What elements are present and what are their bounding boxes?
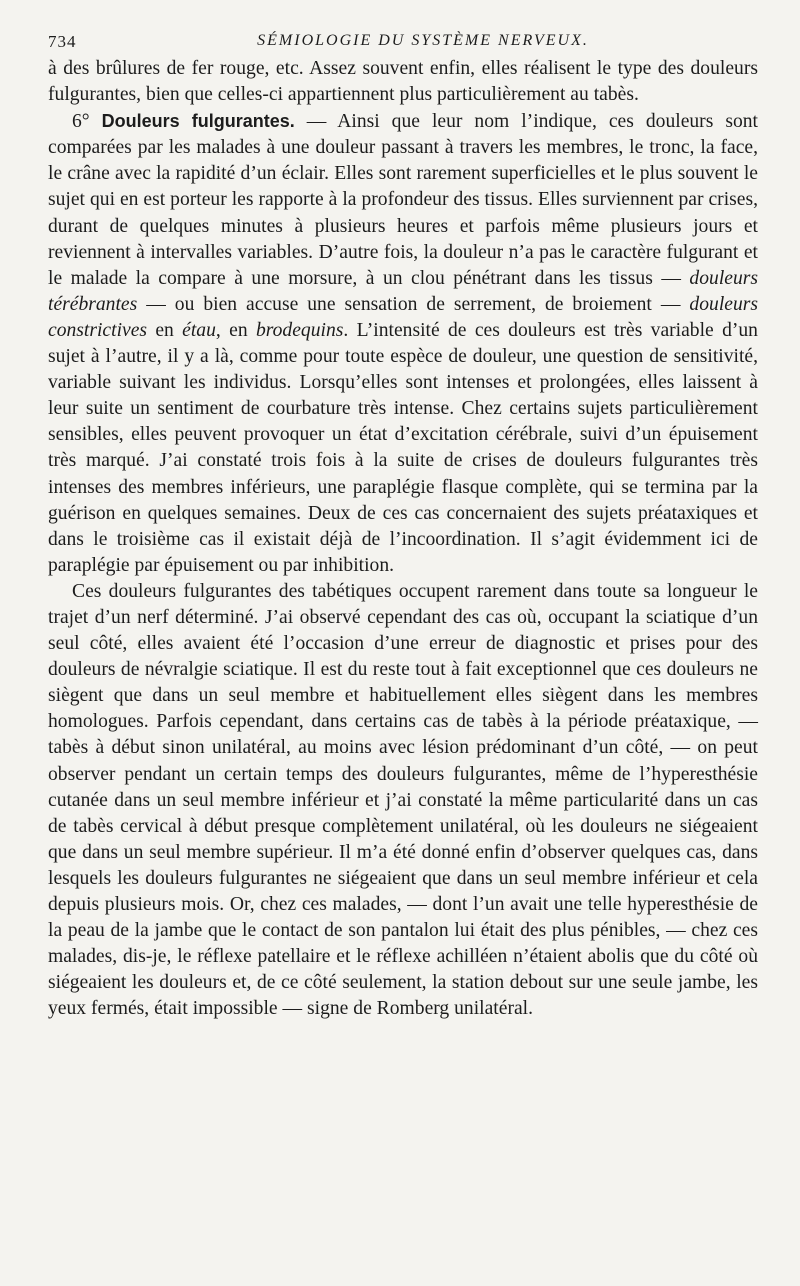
paragraph-continuation: à des brûlures de fer rouge, etc. Assez souvent enfin, elles réalisent le type des douleurs fulgurantes, bien que celles-ci appartiennent plus particulièrement au tabès. [48,58,758,106]
paragraph-text-e: . L’intensité de ces douleurs est très variable d’un sujet à l’autre, il y a là, comme pour toute espèce de douleur, une question de sensitivité, variable suivant les individus. Lorsqu’elles sont intenses et prolongées, elles laissent à leur suite un sentiment de courbature très intense. Chez certains sujets particulièrement sensibles, elles peuvent provoquer un état d’excitation cérébrale, suivi d’un épuisement très marqué. J’ai constaté trois fois à la suite de crises de douleurs fulgurantes très intenses des membres inférieurs, une paraplégie flasque complète, qui se termina par la guérison en quelques semaines. Deux de ces cas concernaient des sujets préataxiques et dans le troisième cas il existait déjà de l’incoordination. Il s’agit évidemment ici de paraplégie par épuisement ou par inhibition. [48,319,758,576]
running-header [48,22,758,56]
paragraph-text-b: — ou bien accuse une sensation de serrement, de broiement — [137,293,690,315]
term-etau: étau [182,319,216,341]
paragraph-tabetiques: Ces douleurs fulgurantes des tabétiques occupent rarement dans toute sa longueur le trajet d’un nerf déterminé. J’ai observé cependant des cas où, occupant la sciatique d’un seul côté, elles avaient été l’occasion d’une erreur de diagnostic et prises pour des douleurs de névralgie sciatique. Il est du reste tout à fait exceptionnel que ces douleurs ne siègent que dans un seul membre et habituellement elles siègent dans les membres homologues. Parfois cependant, dans certains cas de tabès à la période préataxique, — tabès à début sinon unilatéral, au moins avec lésion prédominant d’un côté, — on peut observer pendant un certain temps des douleurs fulgurantes, même de l’hyperesthésie cutanée dans un seul membre inférieur et j’ai constaté la même particularité dans un cas de tabès cervical à début presque complètement unilatéral, où les douleurs ne siégeaient que dans un seul membre supérieur. Il m’a été donné enfin d’observer quelques cas, dans lesquels les douleurs fulgurantes ne siégeaient que dans un seul membre inférieur et cela depuis plusieurs mois. Or, chez ces malades, — dont l’un avait une telle hyperesthésie de la peau de la jambe que le contact de son pantalon lui était des plus pénibles, — chez ces malades, dis-je, le réflexe patellaire et le réflexe achilléen n’étaient abolis que du côté où siégeaient les douleurs et, de ce côté seulement, la station debout sur une seule jambe, les yeux fermés, était impossible — signe de Romberg unilatéral. [48,580,758,1020]
paragraph-text-c: en [147,319,183,341]
section-heading: Douleurs fulgurantes. [101,111,295,132]
term-douleurs-constrictives: douleurs constrictives [48,293,758,341]
term-brodequins: brodequins [255,319,344,341]
paragraph-text-d: , en [215,319,256,341]
term-douleurs-terebrantes: douleurs térébrantes [48,267,758,315]
page-number: 734 [48,32,77,51]
running-title: SÉMIOLOGIE DU SYSTÈME NERVEUX. [257,32,589,49]
paragraph-douleurs-fulgurantes [48,108,758,579]
paragraph-text-a: — Ainsi que leur nom l’indique, ces douleurs sont comparées par les malades à une douleur passant à travers les membres, le tronc, la face, le crâne avec la rapidité d’un éclair. Elles sont rarement superficielles et le plus souvent le sujet qui en est porteur les rapporte à la profondeur des tissus. Elles surviennent par crises, durant de quelques minutes à plusieurs heures et parfois même plusieurs jours et reviennent à intervalles variables. D’autre fois, la douleur n’a pas le caractère fulgurant et le malade la compare à une morsure, à un clou pénétrant dans les tissus — [48,111,758,289]
section-number: 6° [72,111,90,133]
body-text [48,56,758,1022]
